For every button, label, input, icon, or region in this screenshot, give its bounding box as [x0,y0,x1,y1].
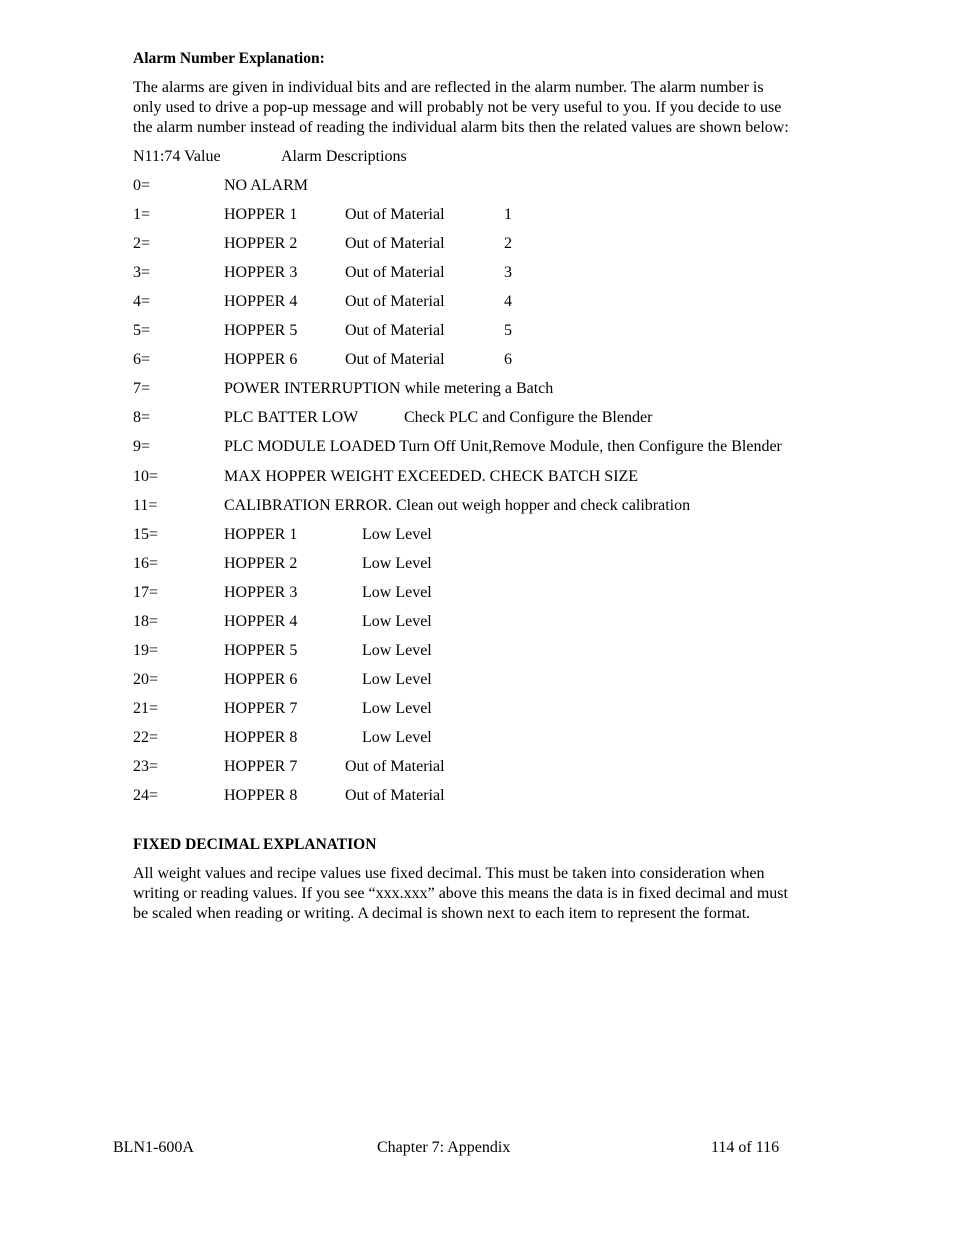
alarm-low-level: Low Level [362,671,432,688]
alarm-description: MAX HOPPER WEIGHT EXCEEDED. CHECK BATCH SIZE [224,468,639,485]
alarm-value: 11= [133,497,158,514]
alarm-device: HOPPER 1 [224,526,298,543]
alarm-low-level: Low Level [362,729,432,746]
alarm-device: HOPPER 8 [224,729,298,746]
alarm-device: PLC BATTER LOW [224,409,359,426]
alarm-device: HOPPER 7 [224,700,298,717]
alarm-description: NO ALARM [224,177,309,194]
alarm-row [133,554,848,574]
alarm-row [133,350,848,370]
alarm-row [133,205,848,225]
fixed-decimal-paragraph [133,864,848,924]
alarm-condition: Out of Material [345,293,445,310]
alarm-device: HOPPER 5 [224,642,298,659]
alarm-row [133,234,848,254]
alarm-device: HOPPER 6 [224,671,298,688]
alarm-row [133,408,848,428]
value-column-header: N11:74 Value [133,148,221,165]
alarm-row [133,757,848,777]
alarm-condition: Out of Material [345,322,445,339]
alarm-row [133,496,848,516]
alarm-low-level: Low Level [362,526,432,543]
alarm-intro-line: only used to drive a pop-up message and will probably not be very useful to you. If you decide to use [133,99,782,116]
alarm-row [133,263,848,283]
alarm-value: 24= [133,787,159,804]
alarm-low-level: Low Level [362,613,432,630]
alarm-description: POWER INTERRUPTION while metering a Batch [224,380,554,397]
alarm-value: 17= [133,584,159,601]
alarm-device: HOPPER 8 [224,787,298,804]
alarm-intro-line: The alarms are given in individual bits and are reflected in the alarm number. The alarm number is [133,79,764,96]
alarm-value: 6= [133,351,151,368]
alarm-condition: Out of Material [345,351,445,368]
alarm-hopper-number: 6 [504,351,512,368]
fixed-decimal-line: All weight values and recipe values use fixed decimal. This must be taken into consideration when [133,865,765,882]
alarm-row [133,612,848,632]
alarm-value: 16= [133,555,159,572]
alarm-value: 5= [133,322,151,339]
alarm-row [133,321,848,341]
alarm-device: HOPPER 5 [224,322,298,339]
alarm-row [133,379,848,399]
alarm-row [133,292,848,312]
alarm-value: 1= [133,206,151,223]
alarm-row [133,437,848,457]
alarm-device: HOPPER 3 [224,264,298,281]
alarm-low-level: Low Level [362,555,432,572]
alarm-device: HOPPER 6 [224,351,298,368]
alarm-row [133,670,848,690]
alarm-value: 9= [133,438,151,455]
alarm-value: 8= [133,409,151,426]
alarm-value: 0= [133,177,151,194]
alarm-device: HOPPER 4 [224,613,298,630]
footer-doc-id: BLN1-600A [113,1139,194,1156]
alarm-condition: Out of Material [345,235,445,252]
alarm-device: HOPPER 4 [224,293,298,310]
alarm-table-header [133,147,848,167]
alarm-value: 4= [133,293,151,310]
alarm-value: 3= [133,264,151,281]
description-column-header: Alarm Descriptions [281,148,407,165]
alarm-hopper-number: 3 [504,264,512,281]
alarm-condition: Out of Material [345,787,445,804]
fixed-decimal-heading: FIXED DECIMAL EXPLANATION [133,836,377,853]
alarm-low-level: Low Level [362,642,432,659]
alarm-condition: Out of Material [345,758,445,775]
alarm-hopper-number: 5 [504,322,512,339]
alarm-row [133,641,848,661]
alarm-hopper-number: 1 [504,206,512,223]
alarm-device: HOPPER 1 [224,206,298,223]
alarm-device: HOPPER 7 [224,758,298,775]
alarm-value: 23= [133,758,159,775]
alarm-value: 19= [133,642,159,659]
fixed-decimal-line: be scaled when reading or writing. A decimal is shown next to each item to represent the format. [133,905,751,922]
alarm-row [133,176,848,196]
alarm-intro-paragraph [133,78,848,138]
alarm-row [133,728,848,748]
alarm-condition: Out of Material [345,206,445,223]
alarm-description: CALIBRATION ERROR. Clean out weigh hopper and check calibration [224,497,691,514]
alarm-condition: Out of Material [345,264,445,281]
alarm-value: 21= [133,700,159,717]
alarm-description: PLC MODULE LOADED Turn Off Unit,Remove Module, then Configure the Blender [224,438,782,455]
alarm-low-level: Low Level [362,700,432,717]
alarm-device: HOPPER 2 [224,555,298,572]
alarm-row [133,467,848,487]
alarm-section-heading: Alarm Number Explanation: [133,50,325,67]
footer-page-number: 114 of 116 [711,1139,780,1156]
alarm-row [133,786,848,806]
alarm-device: HOPPER 3 [224,584,298,601]
alarm-row [133,699,848,719]
alarm-hopper-number: 4 [504,293,512,310]
alarm-value: 18= [133,613,159,630]
alarm-low-level: Low Level [362,584,432,601]
alarm-value: 22= [133,729,159,746]
alarm-hopper-number: 2 [504,235,512,252]
alarm-row [133,525,848,545]
alarm-value: 15= [133,526,159,543]
alarm-value: 7= [133,380,151,397]
fixed-decimal-line: writing or reading values. If you see “xxx.xxx” above this means the data is in fixed decimal and must [133,885,788,902]
alarm-value: 10= [133,468,159,485]
alarm-action: Check PLC and Configure the Blender [404,409,653,426]
alarm-device: HOPPER 2 [224,235,298,252]
alarm-intro-line: the alarm number instead of reading the individual alarm bits then the related values are shown below: [133,119,789,136]
alarm-row [133,583,848,603]
alarm-value: 2= [133,235,151,252]
alarm-value: 20= [133,671,159,688]
footer-chapter: Chapter 7: Appendix [377,1139,511,1156]
